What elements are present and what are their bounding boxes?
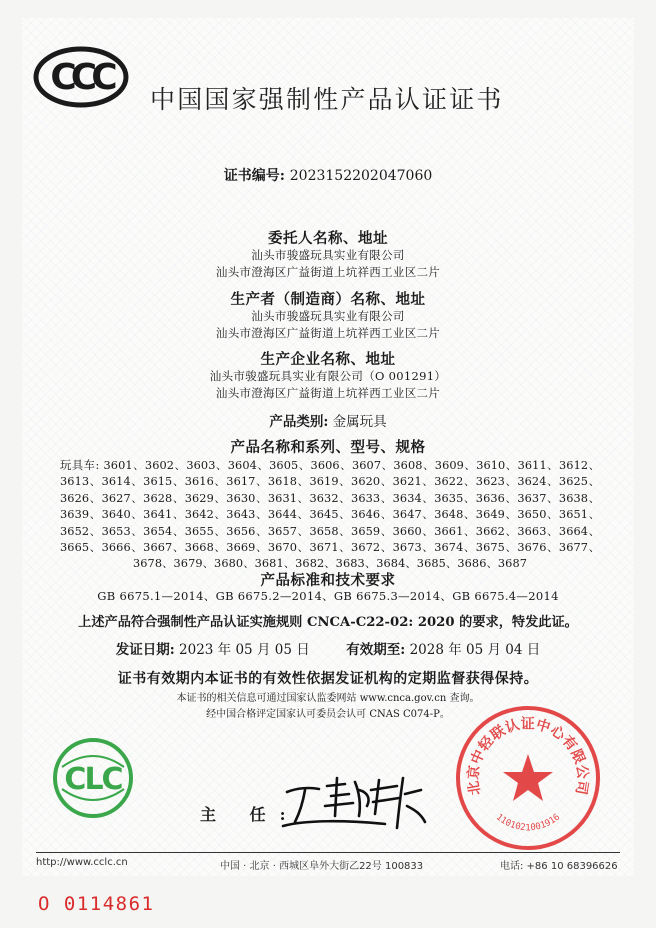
- company-seal: [452, 702, 604, 854]
- product-models-list: 玩具车: 3601、3602、3603、3604、3605、3606、3607、3608、3609、3610、3611、3612、3613、3614、3615、3616、3617、3618、3619、3620、3621、3622、3623、3624、3625、3626、3627、3628、3629、3630、3631、3632、3633、3634、3635、3636、3637、3638、3639、3640、3641、3642、3643、3644、3645、3646、3647、3648、3649、3650、3651、3652、3653、3654、3655、3656、3657、3658、3659、3660、3661、3662、3663、3664、3665、3666、3667、3668、3669、3670、3671、3672、3673、3674、3675、3676、3677、3678、3679、3680、3681、3682、3683、3684、3685、3686、3687: [60, 459, 600, 571]
- factory-address: 汕头市澄海区广益街道上坑祥西工业区二片: [215, 386, 441, 400]
- svg-text:1101021001916: [494, 812, 562, 833]
- svg-text:CLC: CLC: [64, 762, 122, 797]
- certificate-title: 中国国家强制性产品认证证书: [150, 85, 504, 114]
- director-label: 主 任:: [200, 805, 300, 824]
- product-category-label: 产品类别:: [269, 414, 329, 430]
- footer-phone: 电话: +86 10 68396626: [500, 861, 618, 872]
- expiry-date-value: 2028 年 05 月 04 日: [409, 642, 541, 658]
- cert-number-label: 证书编号:: [223, 168, 285, 184]
- product-category-value: 金属玩具: [332, 414, 387, 430]
- factory-name: 汕头市骏盛玩具实业有限公司（O 001291）: [209, 369, 447, 383]
- products-heading: 产品名称和系列、型号、规格: [230, 439, 426, 456]
- product-category: [22, 410, 634, 430]
- serial-number: O 0114861: [38, 893, 155, 915]
- footer-divider: [36, 852, 620, 853]
- standards-list: GB 6675.1—2014、GB 6675.2—2014、GB 6675.3—2014、GB 6675.4—2014: [97, 589, 559, 603]
- accreditation-note: 经中国合格评定国家认可委员会认可 CNAS C074-P。: [206, 709, 450, 720]
- footer-address: 中国 · 北京 · 西城区阜外大街乙22号 100833: [220, 861, 424, 872]
- seal-text: 北京中轻联认证中心有限公司: [465, 716, 591, 797]
- ccc-logo-icon: [33, 46, 129, 108]
- clc-logo-icon: [48, 735, 138, 821]
- applicant-heading: 委托人名称、地址: [268, 230, 388, 247]
- seal-star-icon: [503, 754, 553, 801]
- issue-date-label: 发证日期:: [115, 642, 175, 658]
- manufacturer-heading: 生产者（制造商）名称、地址: [230, 291, 426, 308]
- applicant-name: 汕头市骏盛玩具实业有限公司: [251, 248, 405, 262]
- cert-number-value: 2023152202047060: [289, 168, 433, 184]
- svg-text:CCC: CCC: [50, 57, 112, 98]
- expiry-date-label: 有效期至:: [346, 642, 406, 658]
- standards-heading: 产品标准和技术要求: [260, 572, 396, 589]
- dates-row: [22, 638, 634, 658]
- footer-website: http://www.cclc.cn: [36, 857, 128, 868]
- factory-heading: 生产企业名称、地址: [260, 351, 396, 368]
- manufacturer-address: 汕头市澄海区广益街道上坑祥西工业区二片: [215, 326, 441, 340]
- conformity-statement: 上述产品符合强制性产品认证实施规则 CNCA-C22-02: 2020 的要求，特发此证。: [78, 615, 578, 630]
- manufacturer-name: 汕头市骏盛玩具实业有限公司: [251, 309, 405, 323]
- director-signature: [275, 770, 430, 840]
- cert-number: [22, 165, 634, 185]
- applicant-address: 汕头市澄海区广益街道上坑祥西工业区二片: [215, 265, 441, 279]
- info-note: 本证书的相关信息可通过国家认监委网站 www.cnca.gov.cn 查询。: [176, 693, 480, 704]
- issue-date-value: 2023 年 05 月 05 日: [179, 642, 310, 658]
- seal-code: 1101021001916: [493, 812, 563, 834]
- validity-note: 证书有效期内本证书的有效性依据发证机构的定期监督获得保持。: [117, 671, 539, 687]
